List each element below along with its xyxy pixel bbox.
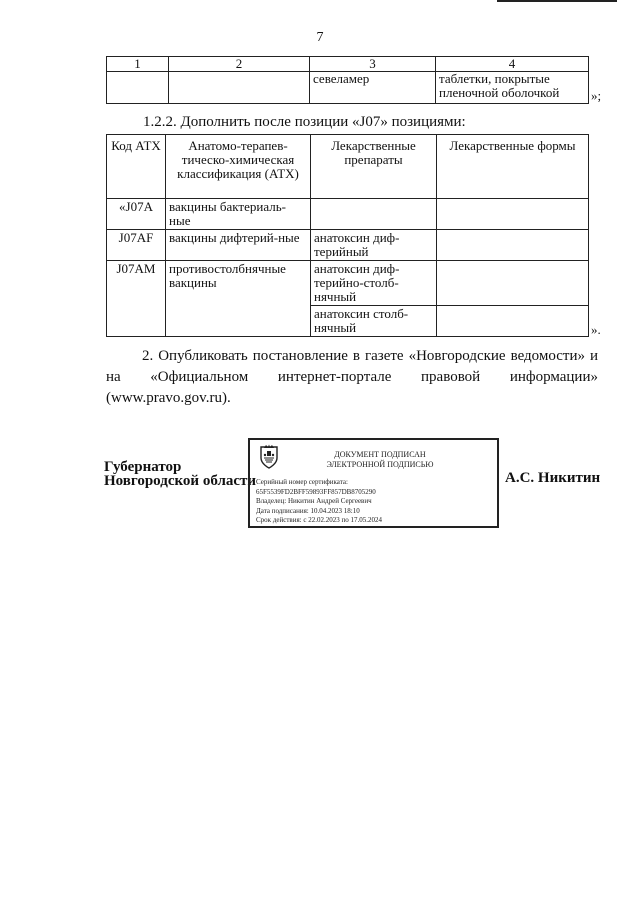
table-row bbox=[107, 230, 589, 261]
page-number: 7 bbox=[316, 30, 324, 45]
form-cell bbox=[437, 199, 589, 230]
table-row bbox=[107, 199, 589, 230]
continued-table bbox=[106, 56, 589, 104]
form-cell bbox=[437, 306, 589, 337]
table-header-row bbox=[107, 135, 589, 199]
closing-quote: »; bbox=[591, 88, 602, 103]
closing-quote: ». bbox=[591, 322, 601, 337]
stamp-title-line: ЭЛЕКТРОННОЙ ПОДПИСЬЮ bbox=[326, 460, 434, 469]
serial-number: 65F5539FD2BFF59893FF857DB8705290 bbox=[256, 487, 376, 496]
certificate-validity: Срок действия: с 22.02.2023 по 17.05.2024 bbox=[256, 516, 382, 524]
serial-label: Серийный номер сертификата: bbox=[256, 478, 348, 486]
table-row bbox=[107, 72, 589, 104]
top-rule bbox=[497, 0, 617, 2]
table-cell: таблетки, покрытые пленочной оболочкой bbox=[436, 72, 589, 104]
table-cell bbox=[107, 72, 169, 104]
atc-code-cell: «J07A bbox=[107, 199, 166, 230]
header-atc-code: Код АТХ bbox=[107, 135, 166, 199]
table-cell: севеламер bbox=[310, 72, 436, 104]
drug-cell bbox=[311, 199, 437, 230]
coat-of-arms-icon bbox=[258, 444, 280, 470]
classification-cell: вакцины дифтерий-ные bbox=[166, 230, 311, 261]
stamp-title-line: ДОКУМЕНТ ПОДПИСАН bbox=[334, 450, 426, 459]
stamp-title bbox=[290, 450, 470, 470]
signatory-position bbox=[104, 460, 256, 488]
signing-date: Дата подписания: 10.04.2023 18:10 bbox=[256, 506, 360, 515]
electronic-signature-stamp bbox=[248, 438, 499, 528]
signatory-name: А.С. Никитин bbox=[505, 470, 601, 486]
drug-cell: анатоксин столб-нячный bbox=[311, 306, 437, 337]
col-number: 3 bbox=[310, 57, 436, 72]
header-drugs: Лекарственные препараты bbox=[311, 135, 437, 199]
col-number: 1 bbox=[107, 57, 169, 72]
form-cell bbox=[437, 261, 589, 306]
table-header-row bbox=[107, 57, 589, 72]
col-number: 4 bbox=[436, 57, 589, 72]
certificate-owner: Владелец: Никитин Андрей Сергеевич bbox=[256, 497, 372, 505]
paragraph-line: на «Официальном интернет-портале правовой информации» (www.pravo.gov.ru). bbox=[106, 369, 598, 406]
atc-code-cell: J07AF bbox=[107, 230, 166, 261]
classification-cell: вакцины бактериаль-ные bbox=[166, 199, 311, 230]
table-row bbox=[107, 261, 589, 306]
header-atc-classification: Анатомо-терапев-тическо-химическая классификация (АТХ) bbox=[166, 135, 311, 199]
position-line: Губернатор bbox=[104, 459, 182, 475]
drug-cell: анатоксин диф-терийно-столб-нячный bbox=[311, 261, 437, 306]
publication-paragraph bbox=[106, 346, 598, 409]
atc-code-cell: J07AM bbox=[107, 261, 166, 337]
certificate-info bbox=[256, 478, 382, 526]
atc-table bbox=[106, 134, 589, 337]
drug-cell: анатоксин диф-терийный bbox=[311, 230, 437, 261]
position-line: Новгородской области bbox=[104, 473, 257, 489]
classification-cell: противостолбнячные вакцины bbox=[166, 261, 311, 337]
section-heading: 1.2.2. Дополнить после позиции «J07» позициями: bbox=[143, 114, 466, 130]
form-cell bbox=[437, 230, 589, 261]
col-number: 2 bbox=[169, 57, 310, 72]
header-forms: Лекарственные формы bbox=[437, 135, 589, 199]
table-cell bbox=[169, 72, 310, 104]
paragraph-line: 2. Опубликовать постановление в газете «Новгородские ведомости» и bbox=[142, 348, 598, 364]
